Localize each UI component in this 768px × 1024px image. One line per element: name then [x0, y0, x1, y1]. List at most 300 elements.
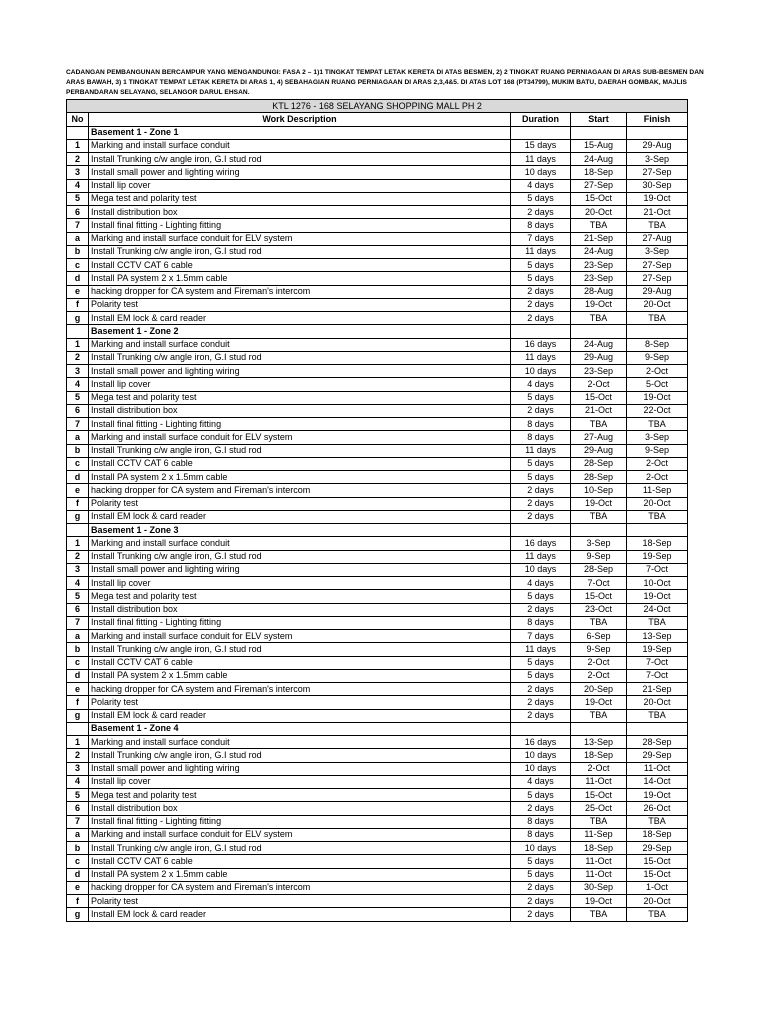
row-number — [67, 722, 89, 735]
column-header-duration: Duration — [511, 113, 571, 126]
table-row — [67, 643, 688, 656]
row-number: b — [67, 643, 89, 656]
start-date: TBA — [571, 418, 627, 431]
finish-date: 18-Sep — [627, 537, 688, 550]
start-date: TBA — [571, 616, 627, 629]
work-description: hacking dropper for CA system and Fireman's intercom — [89, 285, 511, 298]
work-description: Install PA system 2 x 1.5mm cable — [89, 669, 511, 682]
duration: 16 days — [511, 736, 571, 749]
duration: 5 days — [511, 868, 571, 881]
duration — [511, 524, 571, 537]
table-row — [67, 312, 688, 325]
duration: 4 days — [511, 775, 571, 788]
finish-date: TBA — [627, 908, 688, 921]
start-date: 2-Oct — [571, 669, 627, 682]
work-description: Install PA system 2 x 1.5mm cable — [89, 272, 511, 285]
work-description: Install Trunking c/w angle iron, G.I stud rod — [89, 749, 511, 762]
duration: 8 days — [511, 828, 571, 841]
duration: 11 days — [511, 351, 571, 364]
start-date — [571, 722, 627, 735]
row-number: g — [67, 908, 89, 921]
work-description: Install lip cover — [89, 179, 511, 192]
start-date — [571, 325, 627, 338]
start-date: 15-Oct — [571, 789, 627, 802]
work-description: Install distribution box — [89, 206, 511, 219]
finish-date: 8-Sep — [627, 338, 688, 351]
duration: 5 days — [511, 789, 571, 802]
start-date: 18-Sep — [571, 842, 627, 855]
row-number: e — [67, 683, 89, 696]
duration: 5 days — [511, 259, 571, 272]
row-number: 4 — [67, 577, 89, 590]
start-date: 19-Oct — [571, 497, 627, 510]
start-date: 15-Oct — [571, 391, 627, 404]
duration: 2 days — [511, 298, 571, 311]
start-date: 27-Sep — [571, 179, 627, 192]
table-row — [67, 351, 688, 364]
finish-date: TBA — [627, 418, 688, 431]
start-date: 10-Sep — [571, 484, 627, 497]
table-row — [67, 431, 688, 444]
row-number: 6 — [67, 603, 89, 616]
duration: 5 days — [511, 457, 571, 470]
finish-date: 21-Oct — [627, 206, 688, 219]
start-date: 20-Oct — [571, 206, 627, 219]
start-date: 24-Aug — [571, 338, 627, 351]
row-number: 1 — [67, 338, 89, 351]
start-date: 21-Sep — [571, 232, 627, 245]
work-description: Marking and install surface conduit for ELV system — [89, 630, 511, 643]
start-date: 3-Sep — [571, 537, 627, 550]
duration: 2 days — [511, 908, 571, 921]
work-description: Install EM lock & card reader — [89, 908, 511, 921]
duration: 10 days — [511, 842, 571, 855]
start-date: 23-Sep — [571, 272, 627, 285]
finish-date: 20-Oct — [627, 696, 688, 709]
table-row — [67, 457, 688, 470]
zone-title: Basement 1 - Zone 3 — [89, 524, 511, 537]
finish-date: 22-Oct — [627, 404, 688, 417]
work-description: Install CCTV CAT 6 cable — [89, 656, 511, 669]
start-date: 7-Oct — [571, 577, 627, 590]
work-description: Install CCTV CAT 6 cable — [89, 457, 511, 470]
table-row — [67, 550, 688, 563]
finish-date: 20-Oct — [627, 298, 688, 311]
work-description: Install final fitting - Lighting fitting — [89, 616, 511, 629]
work-description: Marking and install surface conduit — [89, 139, 511, 152]
table-row — [67, 669, 688, 682]
work-description: Install PA system 2 x 1.5mm cable — [89, 868, 511, 881]
table-row — [67, 603, 688, 616]
row-number: 3 — [67, 563, 89, 576]
table-row — [67, 590, 688, 603]
table-row — [67, 815, 688, 828]
work-description: Install CCTV CAT 6 cable — [89, 259, 511, 272]
finish-date: 7-Oct — [627, 656, 688, 669]
table-row — [67, 272, 688, 285]
row-number: 4 — [67, 775, 89, 788]
row-number: 7 — [67, 616, 89, 629]
finish-date: 27-Sep — [627, 166, 688, 179]
row-number: 5 — [67, 192, 89, 205]
start-date: 19-Oct — [571, 696, 627, 709]
finish-date: 9-Sep — [627, 444, 688, 457]
row-number: 1 — [67, 139, 89, 152]
work-description: hacking dropper for CA system and Fireman's intercom — [89, 881, 511, 894]
finish-date — [627, 524, 688, 537]
row-number: c — [67, 855, 89, 868]
start-date: 28-Sep — [571, 471, 627, 484]
table-row — [67, 192, 688, 205]
start-date: 11-Sep — [571, 828, 627, 841]
start-date — [571, 126, 627, 139]
duration: 8 days — [511, 431, 571, 444]
finish-date: 13-Sep — [627, 630, 688, 643]
start-date: 2-Oct — [571, 656, 627, 669]
start-date: 24-Aug — [571, 153, 627, 166]
table-row — [67, 391, 688, 404]
row-number — [67, 325, 89, 338]
start-date: 15-Oct — [571, 192, 627, 205]
work-description: Install distribution box — [89, 802, 511, 815]
finish-date: 3-Sep — [627, 245, 688, 258]
finish-date: 11-Oct — [627, 762, 688, 775]
start-date: 11-Oct — [571, 855, 627, 868]
finish-date: TBA — [627, 709, 688, 722]
start-date: 13-Sep — [571, 736, 627, 749]
duration: 2 days — [511, 696, 571, 709]
start-date: 20-Sep — [571, 683, 627, 696]
row-number: f — [67, 298, 89, 311]
column-header-work-description: Work Description — [89, 113, 511, 126]
row-number: b — [67, 245, 89, 258]
start-date: 23-Oct — [571, 603, 627, 616]
work-description: Marking and install surface conduit for ELV system — [89, 828, 511, 841]
start-date: TBA — [571, 312, 627, 325]
duration: 2 days — [511, 206, 571, 219]
row-number: 2 — [67, 351, 89, 364]
start-date: 29-Aug — [571, 351, 627, 364]
finish-date: 3-Sep — [627, 153, 688, 166]
table-row — [67, 232, 688, 245]
start-date: 6-Sep — [571, 630, 627, 643]
table-row — [67, 219, 688, 232]
finish-date: 27-Sep — [627, 259, 688, 272]
table-row — [67, 828, 688, 841]
work-description: Install Trunking c/w angle iron, G.I stud rod — [89, 550, 511, 563]
duration: 5 days — [511, 656, 571, 669]
finish-date: 20-Oct — [627, 895, 688, 908]
finish-date: 19-Sep — [627, 643, 688, 656]
row-number: g — [67, 312, 89, 325]
row-number: 7 — [67, 418, 89, 431]
row-number: b — [67, 444, 89, 457]
start-date: 15-Oct — [571, 590, 627, 603]
finish-date — [627, 126, 688, 139]
finish-date: 27-Aug — [627, 232, 688, 245]
table-row — [67, 259, 688, 272]
finish-date: 7-Oct — [627, 563, 688, 576]
work-description: Marking and install surface conduit for ELV system — [89, 431, 511, 444]
duration: 10 days — [511, 166, 571, 179]
row-number: 5 — [67, 789, 89, 802]
table-title: KTL 1276 - 168 SELAYANG SHOPPING MALL PH 2 — [67, 100, 688, 113]
table-row — [67, 696, 688, 709]
zone-header-row — [67, 722, 688, 735]
row-number: d — [67, 868, 89, 881]
table-row — [67, 683, 688, 696]
work-description: Marking and install surface conduit — [89, 537, 511, 550]
row-number: b — [67, 842, 89, 855]
schedule-table-body — [67, 100, 688, 922]
finish-date: 30-Sep — [627, 179, 688, 192]
duration: 2 days — [511, 683, 571, 696]
finish-date: 18-Sep — [627, 828, 688, 841]
start-date — [571, 524, 627, 537]
duration — [511, 126, 571, 139]
start-date: 18-Sep — [571, 749, 627, 762]
start-date: 2-Oct — [571, 378, 627, 391]
finish-date: 24-Oct — [627, 603, 688, 616]
start-date: 28-Sep — [571, 457, 627, 470]
start-date: TBA — [571, 908, 627, 921]
finish-date: 29-Aug — [627, 285, 688, 298]
row-number: g — [67, 709, 89, 722]
table-title-row — [67, 100, 688, 113]
row-number: e — [67, 484, 89, 497]
work-description: Install final fitting - Lighting fitting — [89, 815, 511, 828]
duration: 8 days — [511, 616, 571, 629]
finish-date: 10-Oct — [627, 577, 688, 590]
zone-title: Basement 1 - Zone 2 — [89, 325, 511, 338]
duration: 11 days — [511, 643, 571, 656]
table-row — [67, 418, 688, 431]
start-date: 23-Sep — [571, 365, 627, 378]
finish-date: 2-Oct — [627, 365, 688, 378]
finish-date: 29-Sep — [627, 749, 688, 762]
row-number: 6 — [67, 404, 89, 417]
start-date: 15-Aug — [571, 139, 627, 152]
row-number: c — [67, 656, 89, 669]
row-number: 1 — [67, 736, 89, 749]
finish-date: 29-Sep — [627, 842, 688, 855]
work-description: hacking dropper for CA system and Fireman's intercom — [89, 683, 511, 696]
table-header-row — [67, 113, 688, 126]
work-description: Install EM lock & card reader — [89, 312, 511, 325]
finish-date: 7-Oct — [627, 669, 688, 682]
work-description: Mega test and polarity test — [89, 789, 511, 802]
finish-date: 28-Sep — [627, 736, 688, 749]
row-number: 2 — [67, 550, 89, 563]
start-date: 28-Sep — [571, 563, 627, 576]
duration: 7 days — [511, 630, 571, 643]
start-date: 9-Sep — [571, 643, 627, 656]
finish-date: 26-Oct — [627, 802, 688, 815]
finish-date: 14-Oct — [627, 775, 688, 788]
table-row — [67, 577, 688, 590]
row-number: 6 — [67, 206, 89, 219]
row-number: 2 — [67, 153, 89, 166]
row-number: 7 — [67, 219, 89, 232]
duration: 5 days — [511, 471, 571, 484]
row-number: f — [67, 497, 89, 510]
work-description: Install lip cover — [89, 378, 511, 391]
work-description: Install distribution box — [89, 603, 511, 616]
finish-date: TBA — [627, 312, 688, 325]
finish-date: 9-Sep — [627, 351, 688, 364]
zone-title: Basement 1 - Zone 1 — [89, 126, 511, 139]
finish-date: 19-Oct — [627, 590, 688, 603]
work-description: Marking and install surface conduit for ELV system — [89, 232, 511, 245]
schedule-table — [66, 99, 688, 922]
duration: 11 days — [511, 245, 571, 258]
row-number: 7 — [67, 815, 89, 828]
work-description: Install EM lock & card reader — [89, 709, 511, 722]
finish-date: 15-Oct — [627, 868, 688, 881]
duration: 4 days — [511, 378, 571, 391]
duration: 5 days — [511, 391, 571, 404]
column-header-start: Start — [571, 113, 627, 126]
work-description: Install PA system 2 x 1.5mm cable — [89, 471, 511, 484]
table-row — [67, 378, 688, 391]
row-number: 2 — [67, 749, 89, 762]
duration: 2 days — [511, 802, 571, 815]
table-row — [67, 789, 688, 802]
table-row — [67, 179, 688, 192]
row-number: 4 — [67, 378, 89, 391]
duration: 5 days — [511, 272, 571, 285]
table-row — [67, 484, 688, 497]
duration: 2 days — [511, 497, 571, 510]
finish-date: 2-Oct — [627, 457, 688, 470]
row-number: c — [67, 457, 89, 470]
table-row — [67, 630, 688, 643]
duration: 5 days — [511, 192, 571, 205]
column-header-finish: Finish — [627, 113, 688, 126]
duration: 2 days — [511, 510, 571, 523]
duration: 2 days — [511, 709, 571, 722]
row-number — [67, 524, 89, 537]
table-row — [67, 139, 688, 152]
work-description: Mega test and polarity test — [89, 391, 511, 404]
zone-header-row — [67, 325, 688, 338]
work-description: Polarity test — [89, 895, 511, 908]
work-description: Install CCTV CAT 6 cable — [89, 855, 511, 868]
finish-date: 21-Sep — [627, 683, 688, 696]
table-row — [67, 471, 688, 484]
work-description: Install small power and lighting wiring — [89, 365, 511, 378]
table-row — [67, 298, 688, 311]
row-number: f — [67, 696, 89, 709]
finish-date: 19-Oct — [627, 789, 688, 802]
duration: 2 days — [511, 285, 571, 298]
table-row — [67, 206, 688, 219]
row-number: c — [67, 259, 89, 272]
duration: 2 days — [511, 484, 571, 497]
finish-date: TBA — [627, 616, 688, 629]
duration: 16 days — [511, 338, 571, 351]
table-row — [67, 497, 688, 510]
start-date: TBA — [571, 510, 627, 523]
start-date: 23-Sep — [571, 259, 627, 272]
row-number: a — [67, 630, 89, 643]
work-description: Install small power and lighting wiring — [89, 166, 511, 179]
row-number: 3 — [67, 166, 89, 179]
finish-date: TBA — [627, 510, 688, 523]
row-number: 5 — [67, 391, 89, 404]
start-date: 9-Sep — [571, 550, 627, 563]
work-description: Mega test and polarity test — [89, 192, 511, 205]
row-number: 3 — [67, 365, 89, 378]
table-row — [67, 285, 688, 298]
work-description: Mega test and polarity test — [89, 590, 511, 603]
table-row — [67, 881, 688, 894]
duration: 2 days — [511, 404, 571, 417]
work-description: Install lip cover — [89, 577, 511, 590]
duration: 16 days — [511, 537, 571, 550]
row-number: a — [67, 232, 89, 245]
table-row — [67, 444, 688, 457]
duration: 5 days — [511, 855, 571, 868]
work-description: Install final fitting - Lighting fitting — [89, 219, 511, 232]
work-description: Marking and install surface conduit — [89, 338, 511, 351]
start-date: 28-Aug — [571, 285, 627, 298]
row-number: 4 — [67, 179, 89, 192]
row-number: d — [67, 272, 89, 285]
table-row — [67, 166, 688, 179]
finish-date: 15-Oct — [627, 855, 688, 868]
row-number: e — [67, 285, 89, 298]
work-description: Install final fitting - Lighting fitting — [89, 418, 511, 431]
work-description: Polarity test — [89, 298, 511, 311]
start-date: 24-Aug — [571, 245, 627, 258]
finish-date: 2-Oct — [627, 471, 688, 484]
start-date: 29-Aug — [571, 444, 627, 457]
finish-date: 19-Oct — [627, 391, 688, 404]
duration: 4 days — [511, 179, 571, 192]
duration: 5 days — [511, 669, 571, 682]
start-date: 11-Oct — [571, 775, 627, 788]
row-number: 6 — [67, 802, 89, 815]
table-row — [67, 868, 688, 881]
start-date: 21-Oct — [571, 404, 627, 417]
start-date: 30-Sep — [571, 881, 627, 894]
table-row — [67, 338, 688, 351]
start-date: TBA — [571, 815, 627, 828]
start-date: 2-Oct — [571, 762, 627, 775]
duration: 2 days — [511, 312, 571, 325]
duration: 15 days — [511, 139, 571, 152]
table-row — [67, 404, 688, 417]
duration: 5 days — [511, 590, 571, 603]
finish-date: 19-Sep — [627, 550, 688, 563]
table-row — [67, 245, 688, 258]
duration — [511, 325, 571, 338]
start-date: 25-Oct — [571, 802, 627, 815]
start-date: TBA — [571, 219, 627, 232]
row-number: a — [67, 431, 89, 444]
duration: 2 days — [511, 895, 571, 908]
table-row — [67, 365, 688, 378]
duration: 2 days — [511, 881, 571, 894]
table-row — [67, 802, 688, 815]
start-date: 11-Oct — [571, 868, 627, 881]
table-row — [67, 709, 688, 722]
zone-header-row — [67, 126, 688, 139]
table-row — [67, 656, 688, 669]
table-row — [67, 842, 688, 855]
table-row — [67, 908, 688, 921]
